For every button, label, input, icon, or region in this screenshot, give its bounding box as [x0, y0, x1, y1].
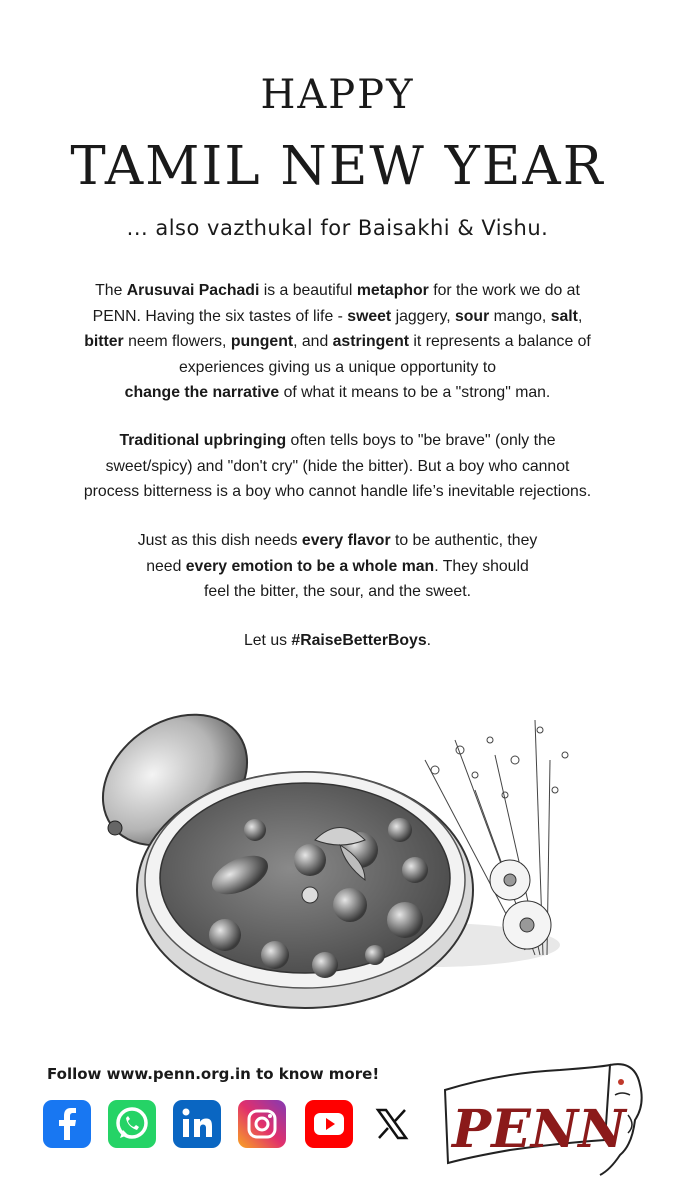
paragraph-every-flavor: Just as this dish needs every flavor to be authentic, they need every emotion to be a whole man. They should feel the bitter, the sour, and the sweet. [137, 532, 538, 600]
subtitle: ... also vazthukal for Baisakhi & Vishu. [126, 216, 549, 240]
heading-happy: HAPPY [260, 72, 415, 118]
linkedin-icon[interactable] [173, 1100, 221, 1148]
penn-logo-text: PENN [452, 1099, 626, 1160]
bowl-drawing [137, 772, 473, 1008]
whatsapp-icon[interactable] [108, 1100, 156, 1148]
youtube-icon[interactable] [305, 1100, 353, 1148]
paragraph-metaphor: The Arusuvai Pachadi is a beautiful metaphor for the work we do at PENN. Having the six tastes of life - sweet jaggery, sour mango, salt, bitter neem flowers, pungent, and astringent it represents a balance of experiences giving us a unique opportunity to change the narrative of what it means to be a "strong" man. [84, 282, 591, 401]
instagram-icon[interactable] [238, 1100, 286, 1148]
pachadi-illustration [95, 700, 590, 1045]
penn-logo [440, 1045, 650, 1185]
x-icon[interactable] [368, 1100, 416, 1148]
facebook-icon[interactable] [43, 1100, 91, 1148]
paragraph-upbringing: Traditional upbringing often tells boys to "be brave" (only the sweet/spicy) and "don't cry" (hide the bitter). But a boy who cannot process bitterness is a boy who cannot handle life’s inevitable rejections. [83, 432, 592, 500]
paragraph-hashtag: Let us #RaiseBetterBoys. [243, 632, 432, 649]
heading-tamil-new-year: TAMIL NEW YEAR [70, 136, 605, 197]
follow-website-text: Follow www.penn.org.in to know more! [47, 1065, 380, 1083]
